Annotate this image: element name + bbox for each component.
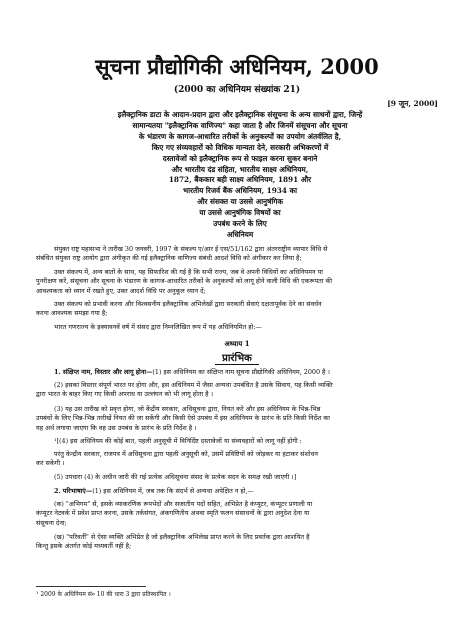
- section-1-4: [36, 437, 438, 446]
- text-line: संयुक्त राष्ट्र महासभा ने तारीख 30 जनवरी, 1997 के संकल्प ए/आर ई एस/51/162 द्वारा अंतरराष्ट्रीय व्यापार विधि से: [54, 245, 328, 253]
- act-title: सूचना प्रौद्योगिकी अधिनियम, 2000: [95, 54, 379, 79]
- preamble-line: उपबंध करने के लिए: [213, 219, 267, 229]
- text-line: (3) यह उस तारीख को प्रवृत्त होगा, जो केंद्रीय सरकार, अधिसूचना द्वारा, नियत करे और इस अधिनियम के भिन्न-भिन्न: [54, 405, 321, 413]
- preamble-line: या उससे आनुषंगिक विषयों का: [199, 208, 281, 218]
- chapter-divider: [215, 364, 259, 365]
- recital-paragraph: [36, 300, 438, 319]
- footnote-divider: [36, 586, 146, 587]
- section-heading: 1. संक्षिप्त नाम, विस्तार और लागू होना—: [54, 368, 153, 376]
- text-line: करना आवश्यक समझा गया है;: [36, 309, 108, 318]
- text-line: पुनरीक्षण करें, संसूचना और सूचना के भंडारण के कागज-आधारित तरीकों के अनुकल्पों को लागू होने वाली विधि की एकरूपता की: [36, 277, 333, 286]
- text-line: उक्त संकल्प को प्रभावी करना और विश्वसनीय इलैक्ट्रानिक अभिलेखों द्वारा सरकारी सेवाएं दक्षतापूर्वक देने का संवर्धन: [54, 300, 322, 308]
- section-1-4-proviso: [36, 450, 438, 469]
- act-number: (2000 का अधिनियम संख्यांक 21): [173, 85, 301, 95]
- section-1-5: [36, 473, 438, 482]
- preamble-line: किए गए संव्यवहारों को विधिक मान्यता देने, सरकारी अभिकरणों में: [151, 142, 329, 152]
- preamble-line: और भारतीय दंड संहिता, भारतीय साक्ष्य अधिनियम,: [171, 164, 309, 174]
- recital-paragraph: [36, 245, 438, 264]
- section-1-2: [36, 381, 438, 400]
- text-line: (ख) "परिवर्ती" से ऐसा व्यक्ति अभिप्रेत है जो इलैक्ट्रानिक अभिलेख प्राप्त करने के लिए प्रवर्तक द्वारा आशयित है: [54, 533, 310, 541]
- text-line: भारत गणराज्य के इक्यावनवें वर्ष में संसद द्वारा निम्नलिखित रूप में यह अधिनियमित हो:—: [54, 323, 262, 331]
- preamble-line: के भंडारण के कागज-आधारित तरीकों के अनुकल्पों का उपयोग अंतर्वलित है,: [138, 131, 342, 141]
- definition-addressee: [36, 533, 438, 552]
- text-line: (5) उपधारा (4) के अधीन जारी की गई प्रत्येक अधिसूचना संसद के प्रत्येक सदन के समक्ष रखी जाएगी ।]: [54, 473, 297, 481]
- text-line: किन्तु इसके अंतर्गत कोई मध्यवर्ती नहीं है;: [36, 542, 132, 551]
- preamble-line: दस्तावेजों को इलैक्ट्रानिक रूप से फाइल करना सुकर बनाने: [162, 153, 318, 163]
- section-1-1: [36, 368, 438, 377]
- footnote: ¹ 2009 के अधिनियम सं० 10 की धारा 3 द्वारा प्रतिस्थापित ।: [36, 591, 171, 598]
- text-line: उपबंधों के लिए भिन्न-भिन्न तारीखें नियत की जा सकेंगी और किसी ऐसे उपबंध में इस अधिनियम के प्रारंभ के प्रति किसी निर्देश का: [36, 414, 330, 423]
- text-line: (2) इसका विस्तार संपूर्ण भारत पर होगा और, इस अधिनियम में जैसा अन्यथा उपबंधित है उसके सिवाय, यह किसी व्यक्ति: [54, 381, 333, 389]
- text-line: आवश्यकता को ध्यान में रखते हुए, उक्त आदर्श विधि पर अनुकूल ध्यान दें;: [36, 286, 206, 295]
- text-line: उक्त संकल्प में, अन्य बातों के साथ, यह सिफारिश की गई है कि सभी राज्य, जब वे अपनी विधियों का अधिनियमन या: [54, 268, 323, 276]
- section-heading: 2. परिभाषाएं—: [54, 487, 93, 495]
- text-line: [36, 487, 438, 496]
- text-line: परंतु केन्द्रीय सरकार, राजपत्र में अधिसूचना द्वारा पहली अनुसूची को, उसमें प्रविष्टियों को जोड़कर या हटाकर संशोधन: [54, 450, 318, 458]
- text-line: कंप्यूटर नेटवर्क में प्रवेश प्राप्त करना, उसके तर्कसंगत, अंकगणितीय अथवा स्मृति फलन संसाधनों के द्वारा अनुदेश देना या: [36, 509, 310, 518]
- recital-paragraph: [36, 268, 438, 296]
- section-1-3: [36, 405, 438, 433]
- text-line: ¹[(4) इस अधिनियम की कोई बात, पहली अनुसूची में विनिर्दिष्ट दस्तावेजों या संव्यवहारों को लागू नहीं होगी :: [54, 437, 302, 445]
- preamble-line: 1872, बैंककार बही साक्ष्य अधिनियम, 1891 और: [168, 175, 312, 185]
- preamble-line: इलैक्ट्रानिक डाटा के आदान-प्रदान द्वारा और इलैक्ट्रानिक संसूचना के अन्य साधनों द्वारा, जिन्हें: [117, 110, 363, 119]
- preamble-line: भारतीय रिजर्व बैंक अधिनियम, 1934 का: [183, 186, 297, 196]
- preamble: [72, 110, 408, 241]
- text-line: संसूचना देना;: [36, 518, 67, 527]
- section-text: (1) इस अधिनियम का संक्षिप्त नाम सूचना प्रौद्योगिकी अधिनियम, 2000 है ।: [152, 368, 330, 376]
- enacting-clause: [36, 323, 438, 332]
- text-line: संबंधित संयुक्त राष्ट्र आयोग द्वारा अंगीकृत की गई इलैक्ट्रानिक वाणिज्य संबंधी आदर्श विधि को अंगीकार कर लिया है;: [36, 254, 302, 263]
- text-line: (क) "अभिगम" से, इसके व्याकरणिक रूपभेदों और सजातीय पदों सहित, अभिप्रेत है कंप्यूटर, कंप्यूटर प्रणाली या: [54, 500, 313, 508]
- preamble-line: और संसक्त या उससे आनुषंगिक: [197, 197, 283, 207]
- text-line: कर सकेगी ।: [36, 459, 65, 468]
- act-date: [9 जून, 2000]: [387, 99, 438, 108]
- preamble-line: सामान्यतया "इलैक्ट्रानिक वाणिज्य" कहा जाता है और जिनमें संसूचना और सूचना: [132, 120, 348, 130]
- text-line: [36, 368, 438, 377]
- text-line: यह अर्थ लगाया जाएगा कि वह उस उपबंध के प्रारंभ के प्रति निर्देश है ।: [36, 423, 197, 432]
- section-2-1: [36, 487, 438, 496]
- text-line: द्वारा भारत के बाहर किए गए किसी अपराध या उल्लंघन को भी लागू होता है ।: [36, 390, 214, 399]
- preamble-line: अधिनियम: [226, 229, 254, 239]
- chapter-label: अध्याय 1: [224, 339, 250, 348]
- chapter-name: प्रारंभिक: [222, 353, 252, 364]
- section-text: (1) इस अधिनियम में, जब तक कि संदर्भ से अन्यथा अपेक्षित न हो,—: [92, 487, 254, 495]
- definition-access: [36, 500, 438, 528]
